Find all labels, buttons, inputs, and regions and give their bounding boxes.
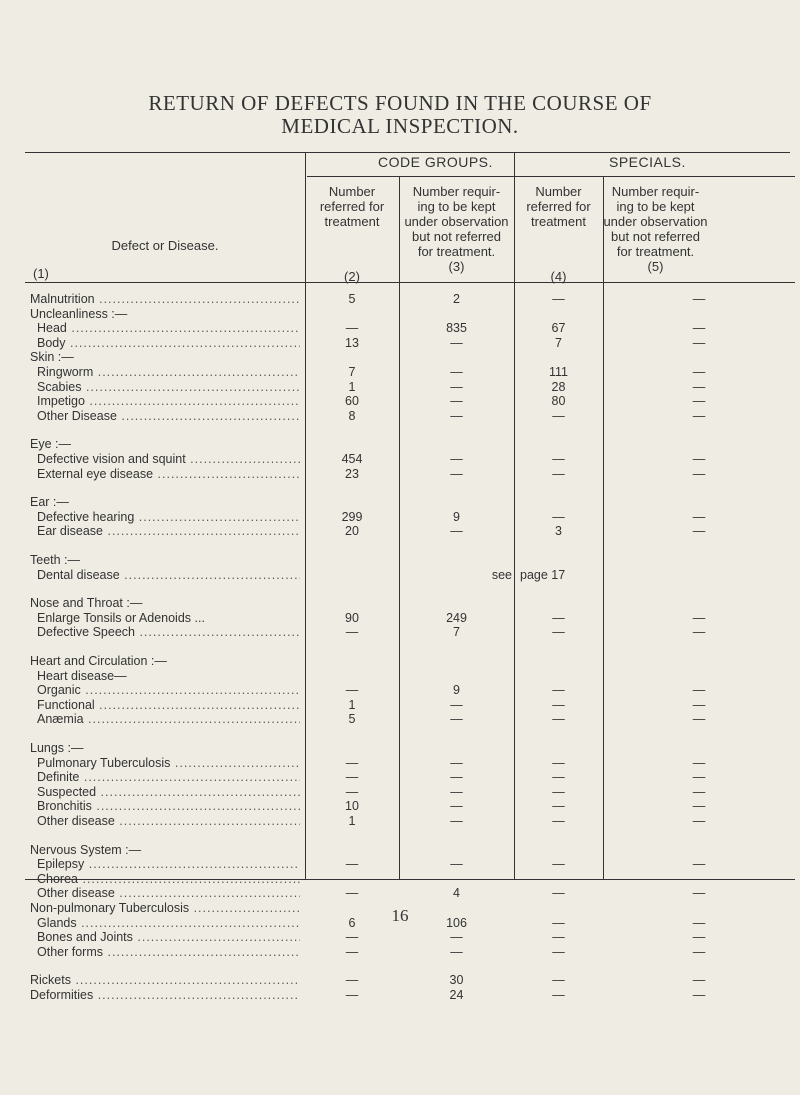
cell-col3: 24 [449,988,464,1002]
table-row [25,511,795,524]
cell-col5: — [692,379,706,394]
row-label: Chorea ..... [37,873,300,886]
cell-col3: — [450,871,463,886]
table-row [25,569,795,582]
cell-col4: — [552,930,565,945]
cell-col4: 7 [555,335,562,350]
table-row [25,626,795,639]
row-label: Teeth :— [30,554,81,567]
table-row [25,786,795,799]
table-row [25,496,795,509]
cell-col5: — [692,814,706,828]
cell-col5: — [692,292,706,306]
row-label: Defective Speech ..... [37,626,300,639]
cell-col3: — [450,335,463,350]
cell-col4: — [552,886,565,901]
document-title: RETURN OF DEFECTS FOUND IN THE COURSE OF [148,91,652,115]
col5-header [603,184,708,274]
cell-col5: — [692,683,706,698]
cell-col2: 5 [348,712,356,727]
col2-header [305,184,399,284]
table-row [25,815,795,828]
col3-header-number: (3) [448,259,465,274]
cell-col4: — [552,871,565,886]
cell-col5: — [692,697,706,712]
cell-col5: — [692,394,706,409]
row-label: Enlarge Tonsils or Adenoids ... [37,611,205,625]
row-label: Ear :— [30,496,69,510]
col2-header-line: treatment [324,214,380,229]
cell-col4: 28 [551,379,566,394]
col5-header-line: ing to be kept [616,199,695,214]
row-label: Eye :— [30,438,71,452]
row-label: Other Disease ..... [37,410,300,423]
cell-col2: 6 [348,915,356,930]
cell-col5: — [692,988,706,1002]
table-row [25,322,795,335]
table-row [25,946,795,959]
cell-col3: 2 [453,292,460,306]
cell-col3: see [491,567,512,582]
cell-col2: 7 [348,365,356,379]
col1-header-number: (1) [33,266,49,281]
table-row [25,438,795,451]
cell-col2: — [345,973,359,988]
cell-col4: — [552,784,565,799]
col3-header-line: ing to be kept [417,199,496,214]
cell-col5: — [692,799,706,814]
row-label: Skin :— [30,351,74,365]
table-row [25,410,795,423]
cell-col5: — [692,755,706,770]
row-label: Non-pulmonary Tuberculosis ..... [30,902,300,915]
row-label: Malnutrition ..... [30,293,300,306]
row-label: Heart disease— [37,669,127,683]
cell-col2: — [345,930,359,945]
table-row [25,337,795,350]
cell-col2: — [345,755,359,770]
row-label: Body ..... [37,337,300,350]
table-row [25,699,795,712]
table-row [25,684,795,697]
table-row [25,525,795,538]
col5-header-line: Number requir- [611,184,700,199]
cell-col5: — [692,408,706,423]
col5-header-line: under observation [603,214,708,229]
table-row [25,554,795,567]
row-label: Glands ..... [37,917,300,930]
cell-col2: 1 [348,697,356,712]
row-label: Deformities ..... [30,989,300,1002]
col1-header-line: Defect or Disease. [111,238,219,253]
cell-col2: — [345,683,359,698]
cell-col5: — [692,466,706,481]
cell-col4: 3 [555,524,562,539]
row-label: Rickets ..... [30,974,300,987]
row-label: Epilepsy ..... [37,858,300,871]
table-row [25,381,795,394]
row-label: Functional ..... [37,699,300,712]
row-label: Pulmonary Tuberculosis ..... [37,757,300,770]
table-row [25,670,795,683]
cell-col4: — [552,799,565,814]
cell-col5: — [692,712,706,727]
cell-col3: 9 [453,683,460,698]
cell-col4: 80 [551,394,566,409]
cell-col4: — [552,973,565,988]
col5-header-number: (5) [647,259,664,274]
table-top-rule [25,152,790,153]
cell-col3: 249 [446,610,467,625]
row-label: Defective vision and squint ..... [37,453,300,466]
cell-col3: — [450,770,463,785]
col3-header-line: under observation [404,214,509,229]
row-label: Uncleanliness :— [30,307,128,321]
cell-col3: 9 [453,509,460,524]
col4-header-line: treatment [531,214,586,229]
cell-col3: 4 [453,886,460,901]
table-row [25,989,795,1002]
row-label: Other forms ..... [37,946,300,959]
table-row [25,800,795,813]
row-label: Ringworm ..... [37,366,300,379]
cell-col5: — [692,365,706,379]
cell-col3: — [450,408,463,423]
row-label: Bones and Joints ..... [37,931,300,944]
cell-col5: — [692,930,706,945]
col3-header-line: for treatment. [417,244,496,259]
cell-col2: 10 [345,799,359,814]
col3-header [399,184,514,274]
header-bottom-rule [25,282,795,283]
cell-col3: — [450,394,463,409]
cell-col2: 1 [348,379,356,394]
table-row [25,308,795,321]
cell-col3: — [450,814,463,828]
cell-col5: — [692,871,706,886]
cell-col4: — [552,610,565,625]
cell-col4: 67 [551,321,566,336]
cell-col3: — [450,379,463,394]
cell-col5: — [692,509,706,524]
col2-header-line: referred for [319,199,385,214]
col4-header-number: (4) [550,269,567,284]
cell-col2: 8 [348,408,356,423]
cell-col4: 111 [548,365,568,379]
col4-header-line: Number [535,184,582,199]
page-number: 16 [391,906,409,925]
row-label: Organic ..... [37,684,300,697]
cell-col5: — [692,321,706,336]
cell-col2: 1 [348,814,356,828]
table-row [25,858,795,871]
cell-col5: — [692,770,706,785]
cell-col4: — [552,988,565,1002]
row-label: Head ..... [37,322,300,335]
cell-col2: — [345,784,359,799]
cell-col2: — [345,321,359,336]
cell-col4: — [552,697,565,712]
row-label: Nervous System :— [30,843,142,857]
cell-col3: — [450,712,463,727]
cell-col2: 5 [348,292,356,306]
table-row [25,887,795,900]
cell-col3: — [450,857,463,872]
cell-col5: — [692,625,706,640]
col1-header [25,238,305,281]
cell-col3: — [450,452,463,466]
cell-col2: 13 [345,335,359,350]
col4-header [514,184,603,284]
table-row [25,873,795,886]
cell-col4: — [552,683,565,698]
row-label: Lungs :— [30,742,84,755]
table-row [25,612,795,625]
row-label: Other disease ..... [37,887,300,900]
cell-col4: — [552,944,565,959]
cell-col5: — [692,857,706,872]
cell-col2: — [345,857,359,872]
cell-col2: — [345,988,359,1002]
table-row [25,366,795,379]
cell-col4: — [552,625,565,640]
cell-col3: 835 [446,321,467,336]
cell-col4: — [552,814,565,828]
table-row [25,597,795,610]
cell-col3: 106 [446,915,467,930]
cell-col3: — [450,697,463,712]
table-row [25,742,795,755]
cell-col3: — [450,365,463,379]
specials-heading: SPECIALS. [609,154,686,170]
group-header-rule [307,176,795,177]
row-label: Suspected ..... [37,786,300,799]
cell-col4: — [552,408,565,423]
cell-col2: 90 [345,610,359,625]
cell-col4: — [552,755,565,770]
table-row [25,655,795,668]
row-label: Nose and Throat :— [30,597,143,611]
cell-col2: — [345,770,359,785]
row-label: Heart and Circulation :— [30,655,167,668]
cell-col5: — [692,915,706,930]
row-label: Ear disease ..... [37,525,300,538]
cell-col3: — [450,784,463,799]
cell-col5: — [692,784,706,799]
cell-col3: — [450,524,463,539]
row-label: External eye disease ..... [37,468,300,481]
cell-col2: 20 [345,524,359,539]
col5-header-line: but not referred [611,229,700,244]
table-row [25,771,795,784]
cell-col5: — [692,886,706,901]
cell-col5: — [692,973,706,988]
row-label: Scabies ..... [37,381,300,394]
row-label: Dental disease ..... [37,569,300,582]
row-label: Impetigo ..... [37,395,300,408]
cell-col3: — [450,755,463,770]
col5-header-line: for treatment. [616,244,695,259]
cell-col3: — [450,944,463,959]
col3-header-line: Number requir- [412,184,501,199]
cell-col5: — [692,610,706,625]
cell-col4: — [552,466,565,481]
cell-col2: 299 [341,509,363,524]
col3-header-line: but not referred [412,229,501,244]
cell-col2: — [345,944,359,959]
cell-col2: — [345,625,359,640]
row-label: Anæmia ..... [37,713,300,726]
table-row [25,453,795,466]
row-label: Defective hearing ..... [37,511,300,524]
col2-header-number: (2) [344,269,360,284]
cell-col5: — [692,944,706,959]
row-label: Other disease ..... [37,815,300,828]
cell-col3: — [450,466,463,481]
table-row [25,293,795,306]
col2-header-line: Number [328,184,376,199]
cell-col3: — [450,799,463,814]
cell-col2: — [345,886,359,901]
table-row [25,468,795,481]
row-label: Bronchitis ..... [37,800,300,813]
cell-col3: 7 [453,625,460,640]
cell-col4: — [552,857,565,872]
code-groups-heading: CODE GROUPS. [378,154,493,170]
cell-col4: — [552,915,565,930]
cell-col2: — [345,871,359,886]
cell-col4: — [552,712,565,727]
col4-header-line: referred for [526,199,591,214]
cell-col2: 60 [345,394,359,409]
cell-col4: — [552,509,565,524]
cell-col4: — [552,452,565,466]
table-row [25,844,795,857]
table-row [25,351,795,364]
cell-col4: page 17 [520,567,566,582]
cell-col2: 23 [345,466,359,481]
table-row [25,395,795,408]
table-row [25,713,795,726]
cell-col4: — [552,770,565,785]
row-label: Definite ..... [37,771,300,784]
cell-col2: 454 [341,452,363,466]
table-row [25,757,795,770]
cell-col5: — [692,452,706,466]
cell-col5: — [692,335,706,350]
cell-col5: — [692,524,706,539]
cell-col3: — [450,930,463,945]
cell-col3: 30 [449,973,464,988]
document-subtitle: MEDICAL INSPECTION. [281,114,519,138]
table-row [25,931,795,944]
table-row [25,974,795,987]
cell-col4: — [552,292,565,306]
